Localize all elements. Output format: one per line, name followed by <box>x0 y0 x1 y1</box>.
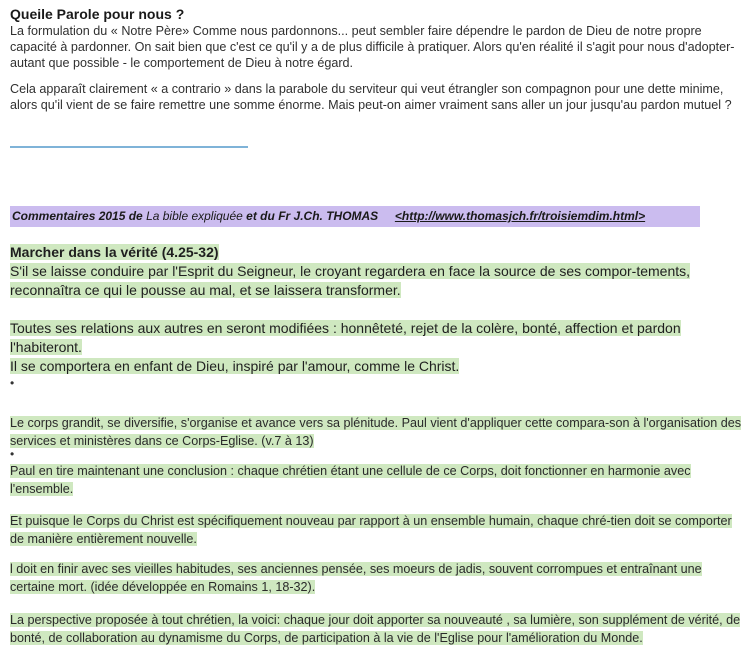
paragraph-habitudes-text: l doit en finir avec ses vieilles habitudes, ses anciennes pensée, ses moeurs de jadis, souvent corrompues et entraînant une certaine mort. (idée développée en Romains 1, 18-32). <box>10 562 702 594</box>
commentary-book: La bible expliquée <box>146 209 243 223</box>
commentary-link[interactable]: <http://www.thomasjch.fr/troisiemdim.html> <box>394 209 646 223</box>
paragraph-conclusion-text: Paul en tire maintenant une conclusion : chaque chrétien étant une cellule de ce Corps, doit fonctionner en harmonie avec l'ensemble. <box>10 464 691 496</box>
paragraph-contrario: Cela apparaît clairement « a contrario » dans la parabole du serviteur qui veut étrangler son compagnon pour une dette minime, alors qu'il vient de se faire remettre une somme énorme. Mais peut-on aimer vraiment sans aller un jour jusqu'au pardon mutuel ? <box>10 82 732 112</box>
commentary-banner <box>10 206 700 227</box>
commentary-label: Commentaires 2015 de <box>12 209 143 223</box>
paragraph-relations <box>10 319 744 357</box>
underline-decoration <box>10 146 248 148</box>
paragraph-notre-pere: La formulation du « Notre Père» Comme nous pardonnons... peut sembler faire dépendre le pardon de Dieu de notre propre capacité à pardonner. On sait bien que c'est ce qu'il y a de plus difficile à pratiquer. Alors qu'en réalité il s'agit pour nous d'adopter-autant que possible - le comportement de Dieu à notre égard. <box>10 24 735 70</box>
paragraph-corps <box>10 414 744 450</box>
paragraph-corps-text: Le corps grandit, se diversifie, s'organise et avance vers sa plénitude. Paul vient d'appliquer cette compara-son à l'organisation des services et ministères dans ce Corps-Eglise. (v.7 à 13) <box>10 416 742 448</box>
paragraph-perspective <box>10 611 744 647</box>
paragraph-relations-text: Toutes ses relations aux autres en seront modifiées : honnêteté, rejet de la colère, bonté, affection et pardon l'habiteront. <box>10 320 681 355</box>
bullet-dot: • <box>10 447 15 461</box>
paragraph-habitudes <box>10 560 744 596</box>
paragraph-perspective-text: La perspective proposée à tout chrétien, la voici: chaque jour doit apporter sa nouveauté , sa lumière, son supplément de vérité, de bonté, de collaboration au dynamisme du Corps, de participation à la vie de l'Eglise pour l'amélioration du Monde. <box>10 613 741 645</box>
section-marcher <box>10 243 744 300</box>
paragraph-conclusion <box>10 462 744 498</box>
commentary-author: Fr J.Ch. THOMAS <box>278 209 379 223</box>
paragraph-enfant <box>10 357 744 376</box>
paragraph-nouveau-text: Et puisque le Corps du Christ est spécifiquement nouveau par rapport à un ensemble humain, chaque chré-tien doit se comporter de manière entièrement nouvelle. <box>10 514 732 546</box>
paragraph-enfant-text: Il se comportera en enfant de Dieu, inspiré par l'amour, comme le Christ. <box>10 358 460 374</box>
section-title: Queile Parole pour nous ? <box>10 6 185 22</box>
paragraph-nouveau <box>10 512 744 548</box>
paragraph-esprit: S'il se laisse conduire par l'Esprit du Seigneur, le croyant regardera en face la source de ses compor-tements, reconnaîtra ce qui le pousse au mal, et se laissera transformer. <box>10 263 691 298</box>
section-heading: Marcher dans la vérité (4.25-32) <box>10 244 219 260</box>
commentary-author-prefix: et du <box>246 209 275 223</box>
bullet-dot: • <box>10 376 15 390</box>
